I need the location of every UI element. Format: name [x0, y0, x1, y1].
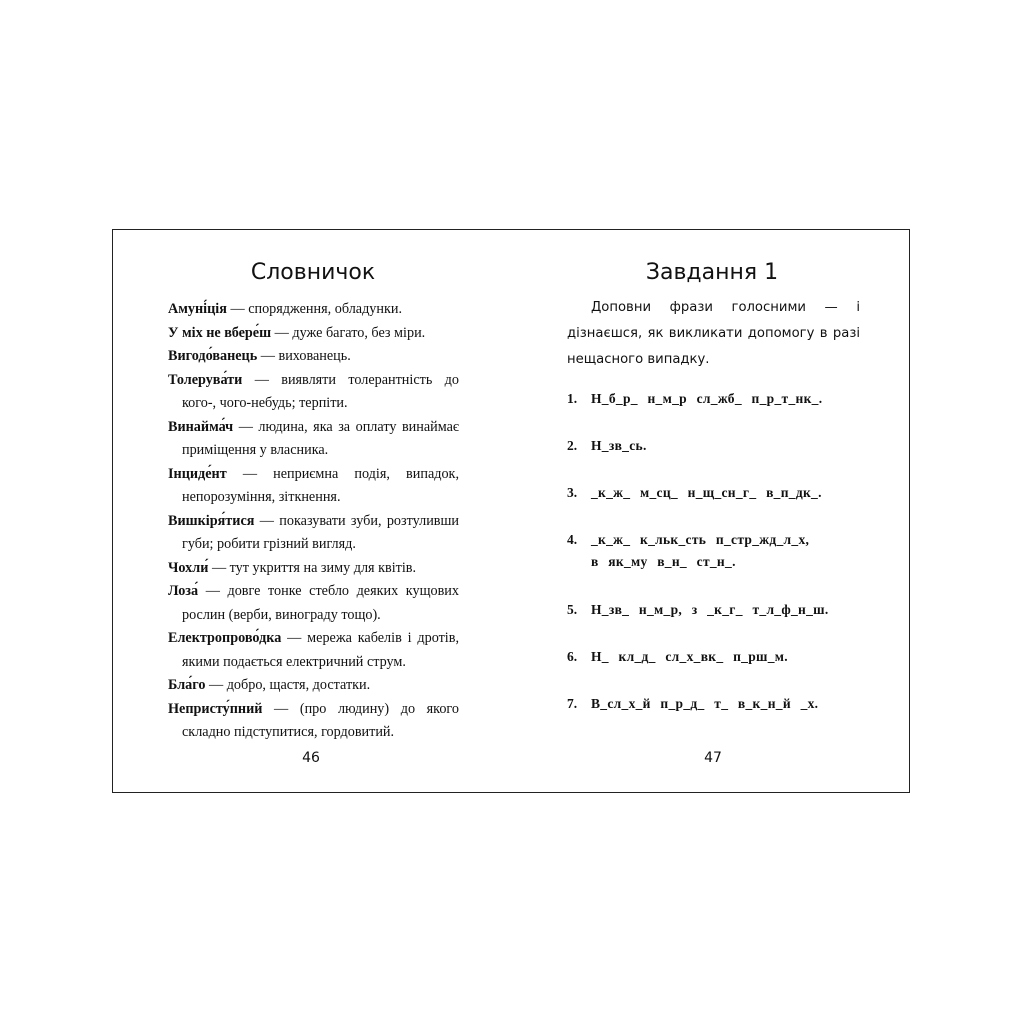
task-line: В_сл_х_й п_р_д_ т_ в_к_н_й _х. — [591, 696, 819, 711]
glossary-title: Словничок — [250, 260, 376, 285]
task-number: 4. — [567, 532, 578, 547]
glossary-entry — [168, 510, 459, 557]
glossary-term: Лоза́ — [168, 583, 199, 599]
glossary-entry — [168, 416, 459, 463]
task-line: в як_му в_н_ ст_н_. — [591, 554, 736, 569]
glossary-definition: — тут укриття на зиму для квітів. — [208, 559, 417, 576]
glossary-entry — [168, 463, 459, 510]
task-line: Н_б_р_ н_м_р сл_жб_ п_р_т_нк_. — [591, 391, 823, 406]
task-number: 3. — [567, 485, 578, 500]
page-number-left: 46 — [302, 750, 320, 766]
glossary-definition: — вихованець. — [257, 348, 351, 364]
glossary-entry — [168, 580, 459, 627]
task-line: Н_ кл_д_ сл_х_вк_ п_рш_м. — [591, 649, 788, 664]
glossary-term: Електропрово́дка — [168, 630, 282, 646]
glossary-definition: — добро, щастя, достатки. — [205, 677, 371, 693]
glossary-definition: — дуже багато, без міри. — [271, 324, 426, 341]
glossary-term: У міх не вбере́ш — [168, 324, 272, 341]
glossary-list — [168, 298, 459, 745]
task-item — [567, 388, 891, 410]
glossary-term: Толерува́ти — [168, 371, 243, 388]
glossary-entry — [168, 557, 459, 581]
glossary-definition: — виявляти толерантність до кого-, чого-небудь; терпіти. — [182, 371, 459, 411]
glossary-entry — [168, 345, 459, 369]
glossary-entry — [168, 369, 459, 416]
task-number: 6. — [567, 649, 578, 664]
glossary-term: Вигодо́ванець — [168, 348, 258, 364]
book-spread — [112, 229, 910, 793]
glossary-term: Вишкіря́тися — [168, 512, 255, 529]
glossary-entry — [168, 674, 459, 698]
task-number: 7. — [567, 696, 578, 711]
glossary-term: Непристу́пний — [168, 700, 263, 717]
task-line: _к_ж_ к_льк_сть п_стр_жд_л_х, — [591, 532, 810, 547]
glossary-definition: — довге тонке стебло деяких кущових рослин (верби, винограду тощо). — [182, 583, 459, 623]
task-item — [567, 435, 891, 457]
glossary-term: Чохли́ — [168, 559, 209, 576]
glossary-definition: — показувати зуби, розтуливши губи; робити грізний вигляд. — [182, 512, 459, 552]
task-line: _к_ж_ м_сц_ н_щ_сн_г_ в_п_дк_. — [591, 485, 822, 500]
task-instruction: Доповни фрази голосними — і дізнаєшся, як викликати допомогу в разі нещасного випадку. — [567, 300, 860, 367]
glossary-definition: — неприємна подія, випадок, непорозуміння, зіткнення. — [182, 465, 459, 505]
left-page — [113, 230, 512, 792]
glossary-entry — [168, 298, 459, 322]
task-line: Н_зв_сь. — [591, 438, 647, 453]
glossary-definition: — мережа кабелів і дротів, якими подається електричний струм. — [182, 630, 459, 670]
task-item — [567, 529, 891, 573]
glossary-term: Інциде́нт — [168, 465, 227, 482]
task-number: 2. — [567, 438, 578, 453]
glossary-entry — [168, 322, 459, 346]
glossary-definition: — (про людину) до якого складно підступитися, гордовитий. — [182, 700, 459, 740]
glossary-definition: — людина, яка за оплату винаймає приміщення у власника. — [182, 418, 459, 458]
task-number: 1. — [567, 391, 578, 406]
glossary-term: Бла́го — [168, 677, 206, 693]
glossary-term: Винайма́ч — [168, 418, 234, 435]
glossary-term: Амуні́ція — [168, 301, 227, 317]
task-title: Завдання 1 — [645, 260, 779, 285]
task-line: Н_зв_ н_м_р, з _к_г_ т_л_ф_н_ш. — [591, 602, 829, 617]
task-item — [567, 693, 891, 715]
right-page — [512, 230, 911, 792]
task-item — [567, 599, 891, 621]
glossary-entry — [168, 698, 459, 745]
page-number-right: 47 — [704, 750, 722, 766]
task-item — [567, 646, 891, 668]
task-number: 5. — [567, 602, 578, 617]
glossary-entry — [168, 627, 459, 674]
task-item — [567, 482, 891, 504]
glossary-definition: — спорядження, обладунки. — [226, 301, 403, 317]
